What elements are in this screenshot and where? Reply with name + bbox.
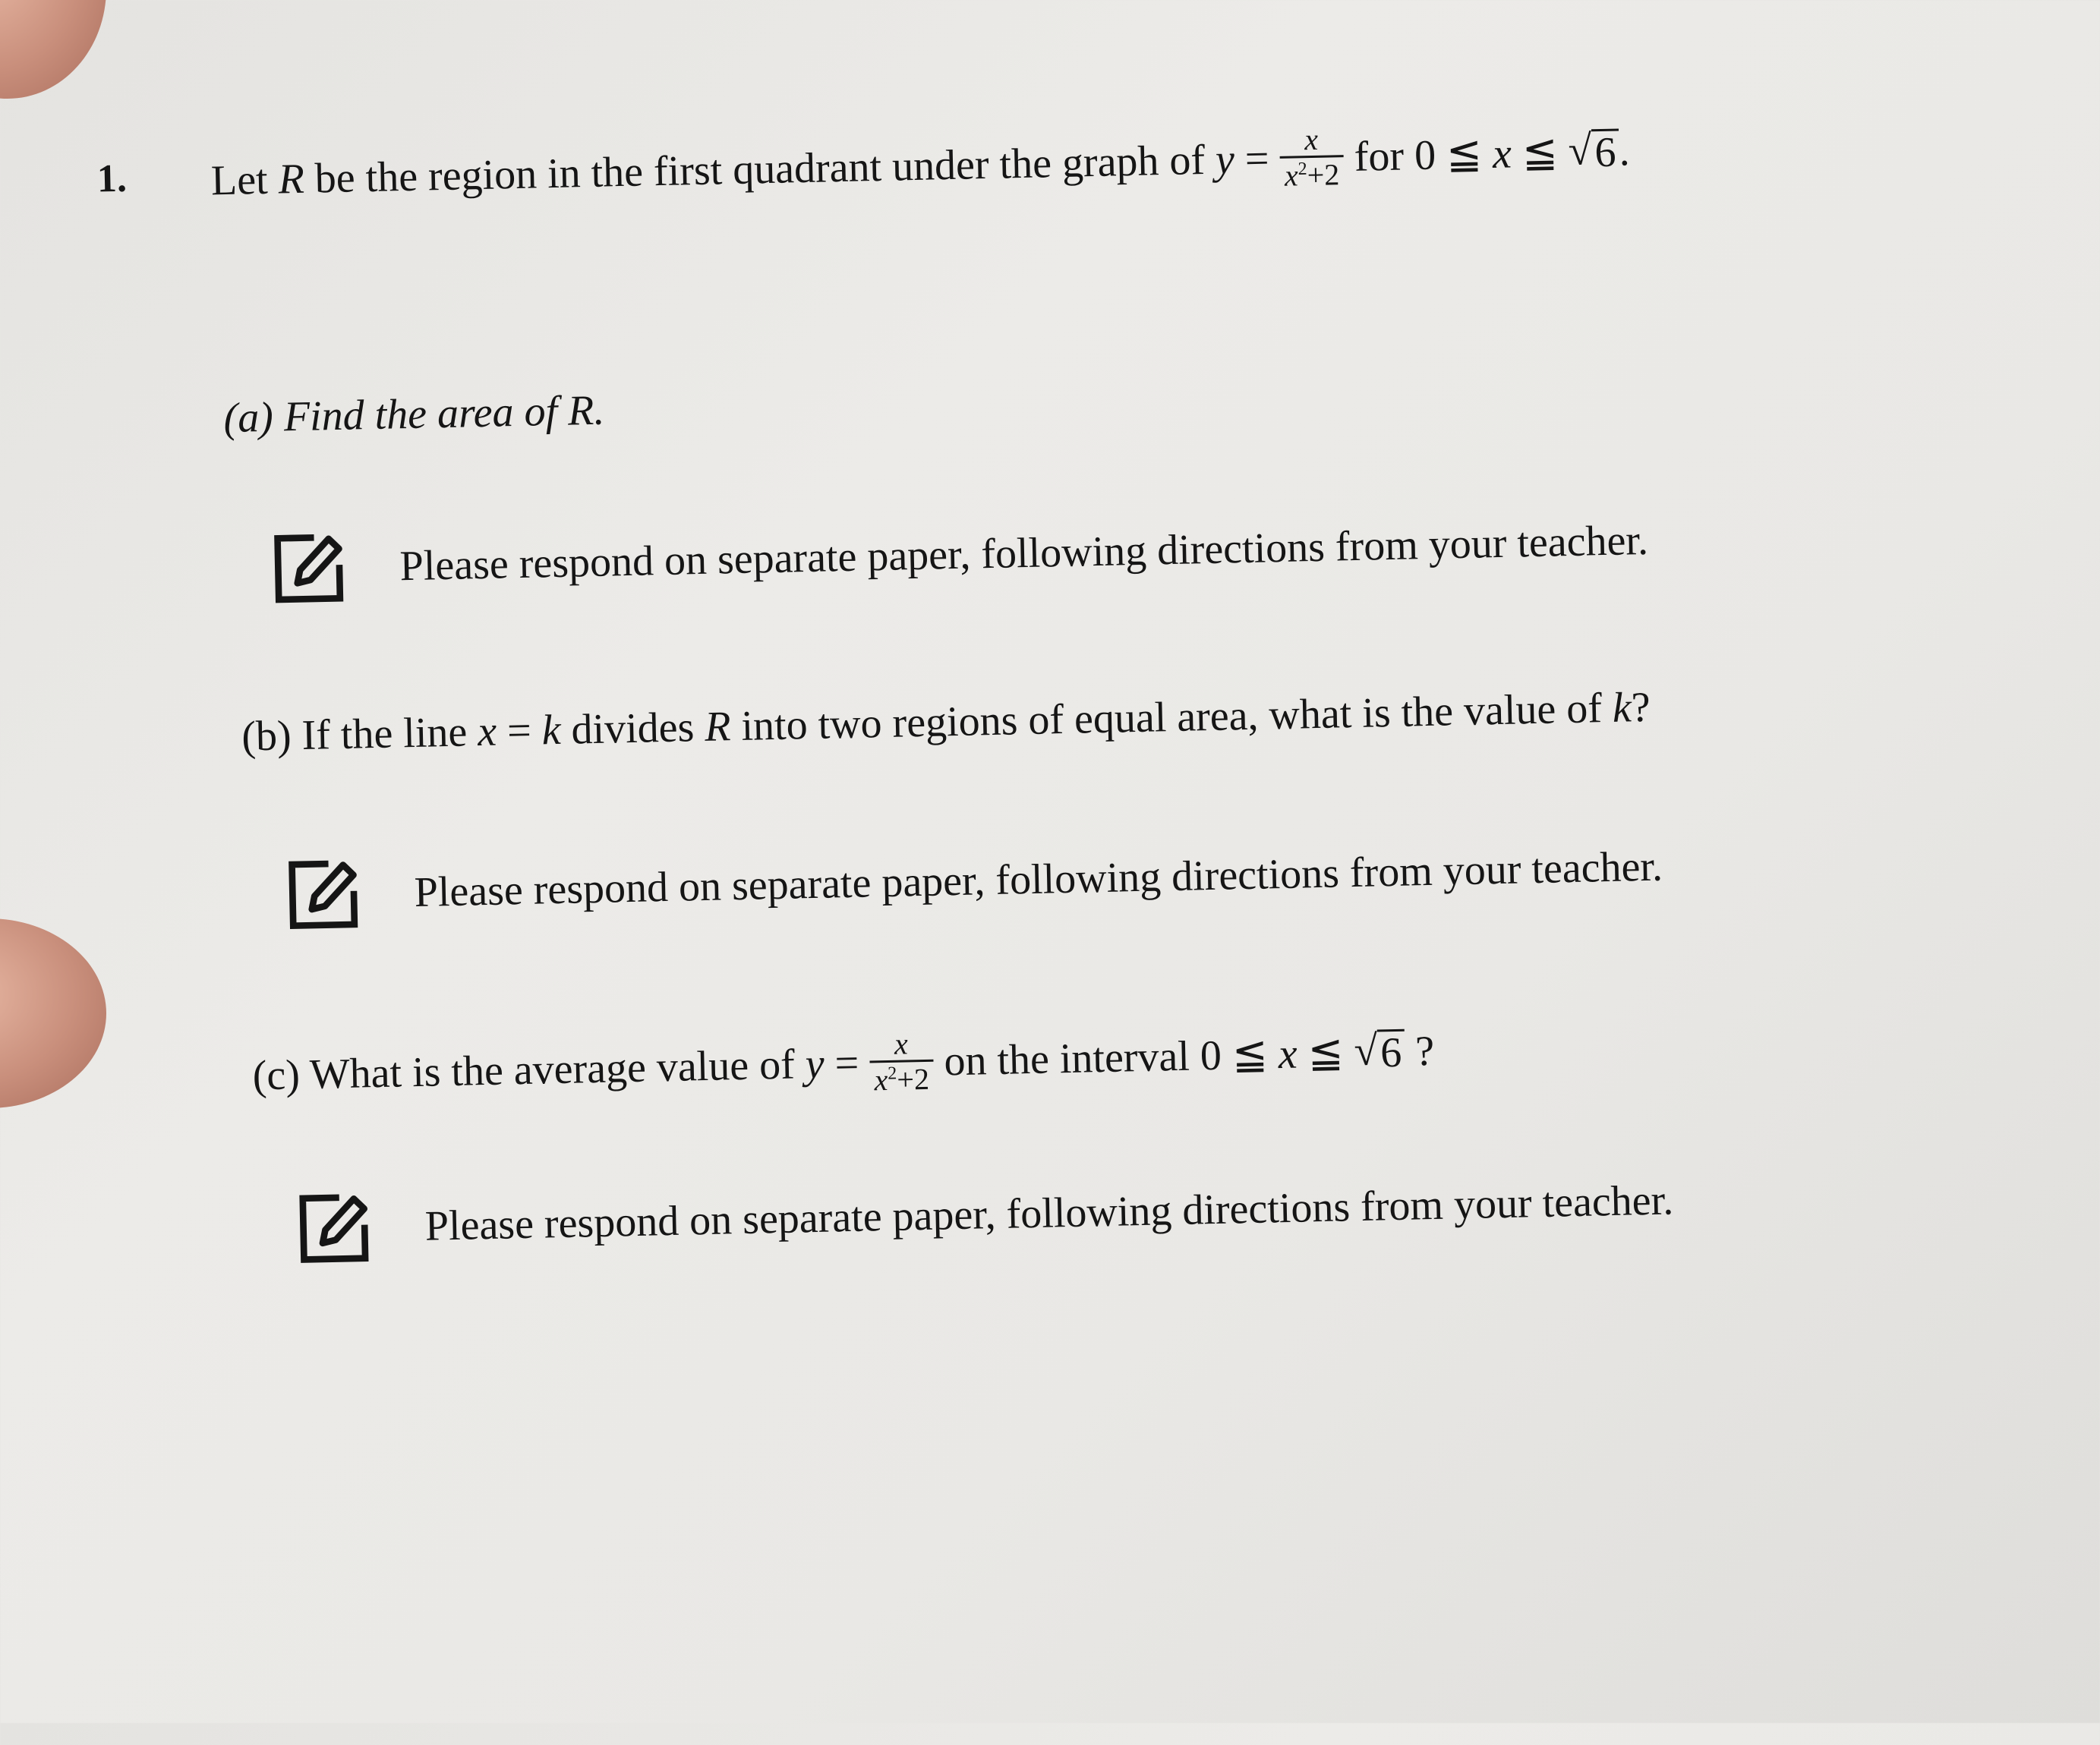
- part-c-sqrt: [1354, 1029, 1405, 1075]
- part-c-sqrt-val: 6: [1377, 1029, 1405, 1075]
- part-c-fraction: [869, 1028, 934, 1097]
- part-a-prompt: (a) Find the area of R.: [222, 386, 605, 443]
- part-c-prompt: [252, 1017, 1435, 1110]
- part-c-q: ?: [1414, 1027, 1435, 1075]
- part-c-x: x: [1278, 1030, 1298, 1078]
- part-c-leq-1: ≦: [1231, 1030, 1269, 1079]
- stem-frac-den-exp: 2: [1298, 159, 1307, 180]
- part-c-sqrt-sym: √: [1353, 1027, 1378, 1076]
- stem-leq-1: ≦: [1446, 130, 1483, 178]
- part-c-frac-den-rest: +2: [896, 1061, 930, 1097]
- stem-for: for 0: [1354, 131, 1436, 181]
- part-c-frac-den-var: x: [874, 1062, 888, 1098]
- question-number: 1.: [96, 156, 128, 201]
- part-b-eq: =: [506, 707, 532, 755]
- response-note-b: [286, 830, 1663, 932]
- part-c-label: (c) What is the average value of: [252, 1041, 796, 1099]
- response-note-c: [297, 1164, 1674, 1265]
- part-b-divides: divides: [570, 704, 695, 754]
- question-stem: [210, 117, 1630, 214]
- part-c-frac-den: [869, 1060, 934, 1097]
- stem-eq: =: [1244, 134, 1270, 183]
- stem-sqrt-sym: √: [1568, 127, 1593, 175]
- part-b-rest: into two regions of equal area, what is the value of: [740, 685, 1603, 750]
- pencil-square-icon: [272, 531, 346, 606]
- part-c-eq: =: [834, 1039, 859, 1087]
- stem-let: Let: [210, 156, 269, 204]
- response-text-a: Please respond on separate paper, following directions from your teacher.: [399, 516, 1649, 591]
- stem-sqrt-val: 6: [1591, 129, 1619, 175]
- part-b-k2: k: [1612, 684, 1632, 732]
- pencil-square-icon: [286, 857, 361, 931]
- stem-leq-2: ≦: [1521, 128, 1559, 177]
- part-b-q: ?: [1631, 683, 1651, 732]
- stem-end: .: [1618, 127, 1631, 175]
- stem-frac-den-var: x: [1284, 158, 1299, 193]
- stem-text: be the region in the first quadrant under the graph of: [314, 136, 1206, 203]
- part-b-k: k: [541, 706, 562, 754]
- response-note-a: [272, 504, 1649, 606]
- pencil-square-icon: [297, 1191, 371, 1265]
- stem-frac-den: [1279, 155, 1344, 192]
- stem-y: y: [1215, 135, 1235, 184]
- stem-x: x: [1492, 130, 1512, 178]
- part-c-frac-num: x: [894, 1026, 909, 1061]
- stem-var-r: R: [277, 155, 305, 203]
- part-b-x: x: [477, 707, 497, 756]
- part-b-label: (b) If the line: [241, 708, 468, 761]
- stem-frac-num: x: [1304, 121, 1319, 157]
- part-b-prompt: [241, 683, 1651, 761]
- response-text-c: Please respond on separate paper, following directions from your teacher.: [424, 1176, 1674, 1250]
- stem-frac-den-rest: +2: [1307, 157, 1340, 193]
- part-c-interval: on the interval 0: [943, 1032, 1222, 1085]
- stem-fraction: [1279, 123, 1345, 192]
- stem-sqrt: [1568, 129, 1619, 175]
- part-b-r: R: [704, 703, 732, 751]
- response-text-b: Please respond on separate paper, following directions from your teacher.: [414, 843, 1663, 916]
- part-c-y: y: [805, 1040, 825, 1088]
- part-c-frac-den-exp: 2: [887, 1063, 897, 1084]
- part-c-leq-2: ≦: [1307, 1028, 1345, 1077]
